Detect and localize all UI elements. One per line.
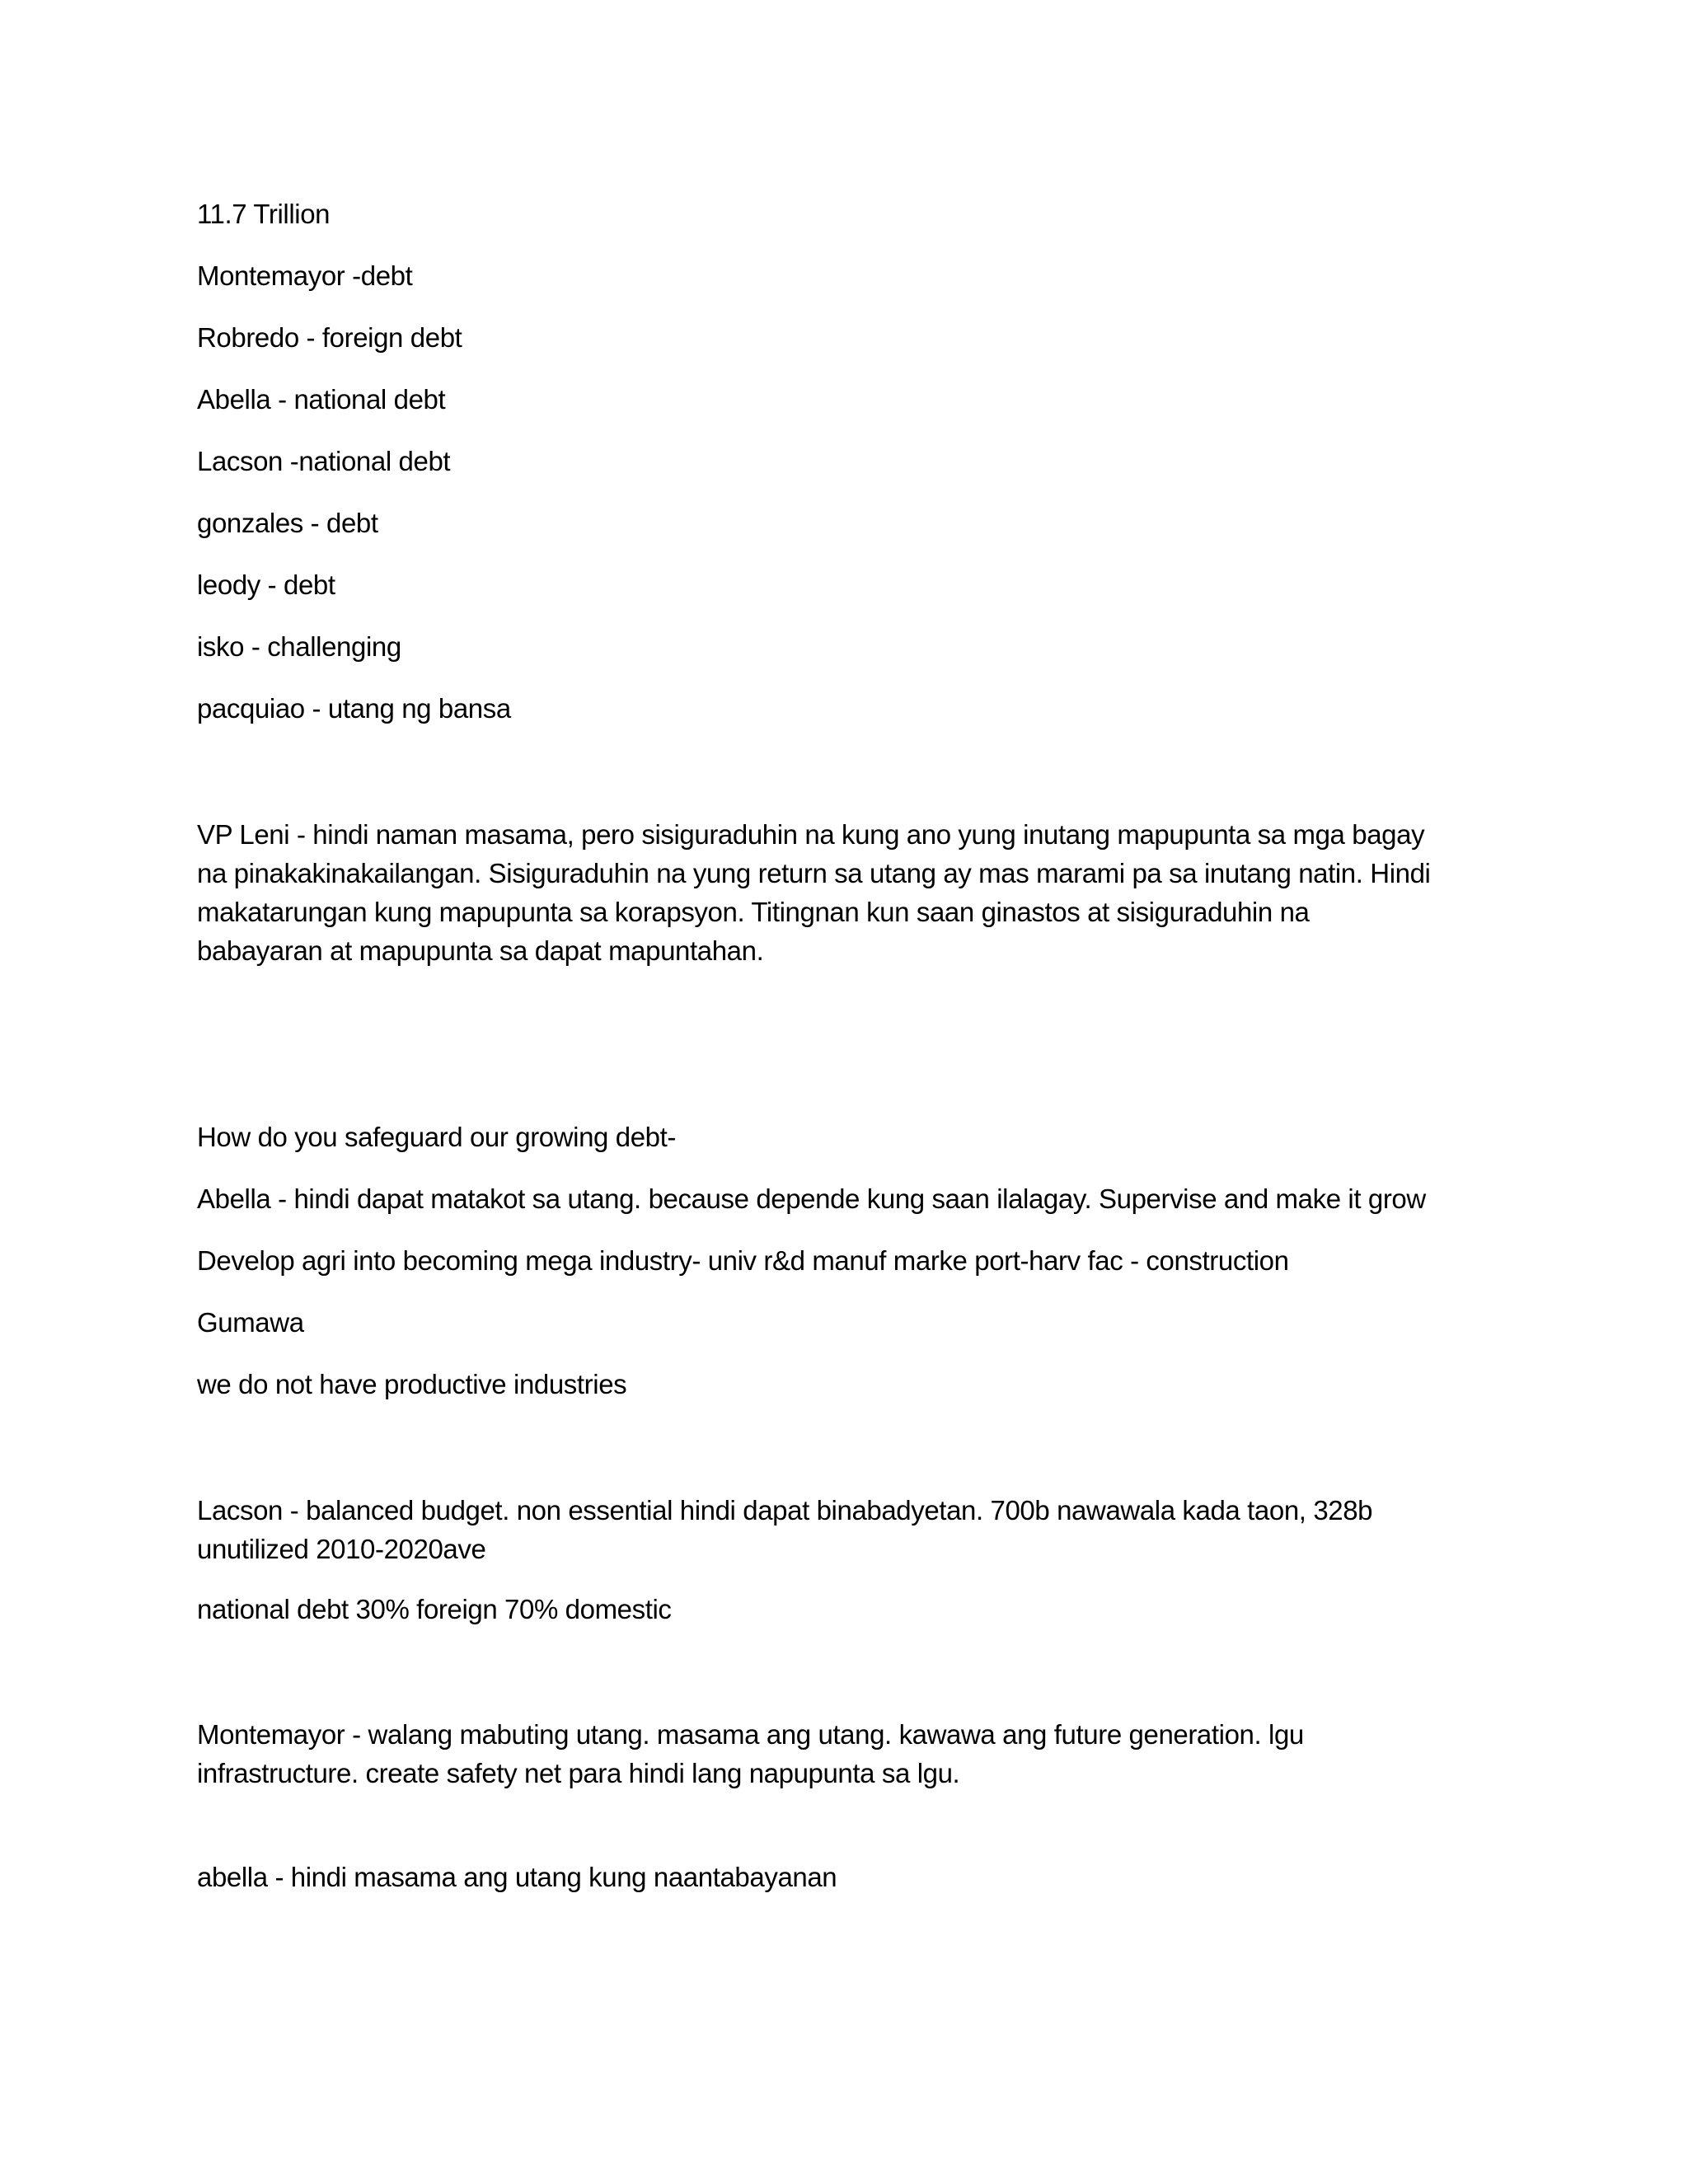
leni-paragraph-line: makatarungan kung mapupunta sa korapsyon. Titingnan kun saan ginastos at sisiguraduhin na: [197, 897, 1310, 927]
abella-topic-line: Abella - national debt: [197, 384, 446, 415]
lacson-topic-line: Lacson -national debt: [197, 446, 451, 476]
pacquiao-topic-line: pacquiao - utang ng bansa: [197, 693, 511, 724]
debt-total-line: 11.7 Trillion: [197, 199, 331, 229]
safeguard-question: How do you safeguard our growing debt-: [197, 1122, 676, 1152]
montemayor-topic-line: Montemayor -debt: [197, 260, 413, 291]
leni-paragraph-line: VP Leni - hindi naman masama, pero sisiguraduhin na kung ano yung inutang mapupunta sa mga bagay: [197, 819, 1425, 850]
montemayor-paragraph: [197, 1715, 1499, 1793]
leni-paragraph: [197, 815, 1499, 970]
montemayor-paragraph-line: infrastructure. create safety net para hindi lang napupunta sa lgu.: [197, 1758, 960, 1788]
leni-paragraph-line: na pinakakinakailangan. Sisiguraduhin na yung return sa utang ay mas marami pa sa inutang natin. Hindi: [197, 858, 1431, 888]
robredo-topic-line: Robredo - foreign debt: [197, 322, 462, 353]
productive-industries-line: we do not have productive industries: [197, 1369, 627, 1399]
lacson-paragraph: [197, 1491, 1499, 1568]
gumawa-line: Gumawa: [197, 1307, 304, 1338]
leni-paragraph-line: babayaran at mapupunta sa dapat mapuntahan.: [197, 935, 764, 966]
gonzales-topic-line: gonzales - debt: [197, 508, 378, 538]
isko-topic-line: isko - challenging: [197, 631, 401, 662]
national-debt-split-line: national debt 30% foreign 70% domestic: [197, 1594, 672, 1624]
abella-answer-line: Abella - hindi dapat matakot sa utang. because depende kung saan ilalagay. Supervise and make it grow: [197, 1183, 1426, 1214]
abella-closing-line: abella - hindi masama ang utang kung naantabayanan: [197, 1862, 837, 1892]
lacson-paragraph-line: unutilized 2010-2020ave: [197, 1534, 486, 1564]
develop-agri-line: Develop agri into becoming mega industry- univ r&d manuf marke port-harv fac - construction: [197, 1245, 1289, 1276]
lacson-paragraph-line: Lacson - balanced budget. non essential hindi dapat binabadyetan. 700b nawawala kada taon, 328b: [197, 1495, 1373, 1526]
montemayor-paragraph-line: Montemayor - walang mabuting utang. masama ang utang. kawawa ang future generation. lgu: [197, 1719, 1304, 1750]
leody-topic-line: leody - debt: [197, 569, 335, 600]
